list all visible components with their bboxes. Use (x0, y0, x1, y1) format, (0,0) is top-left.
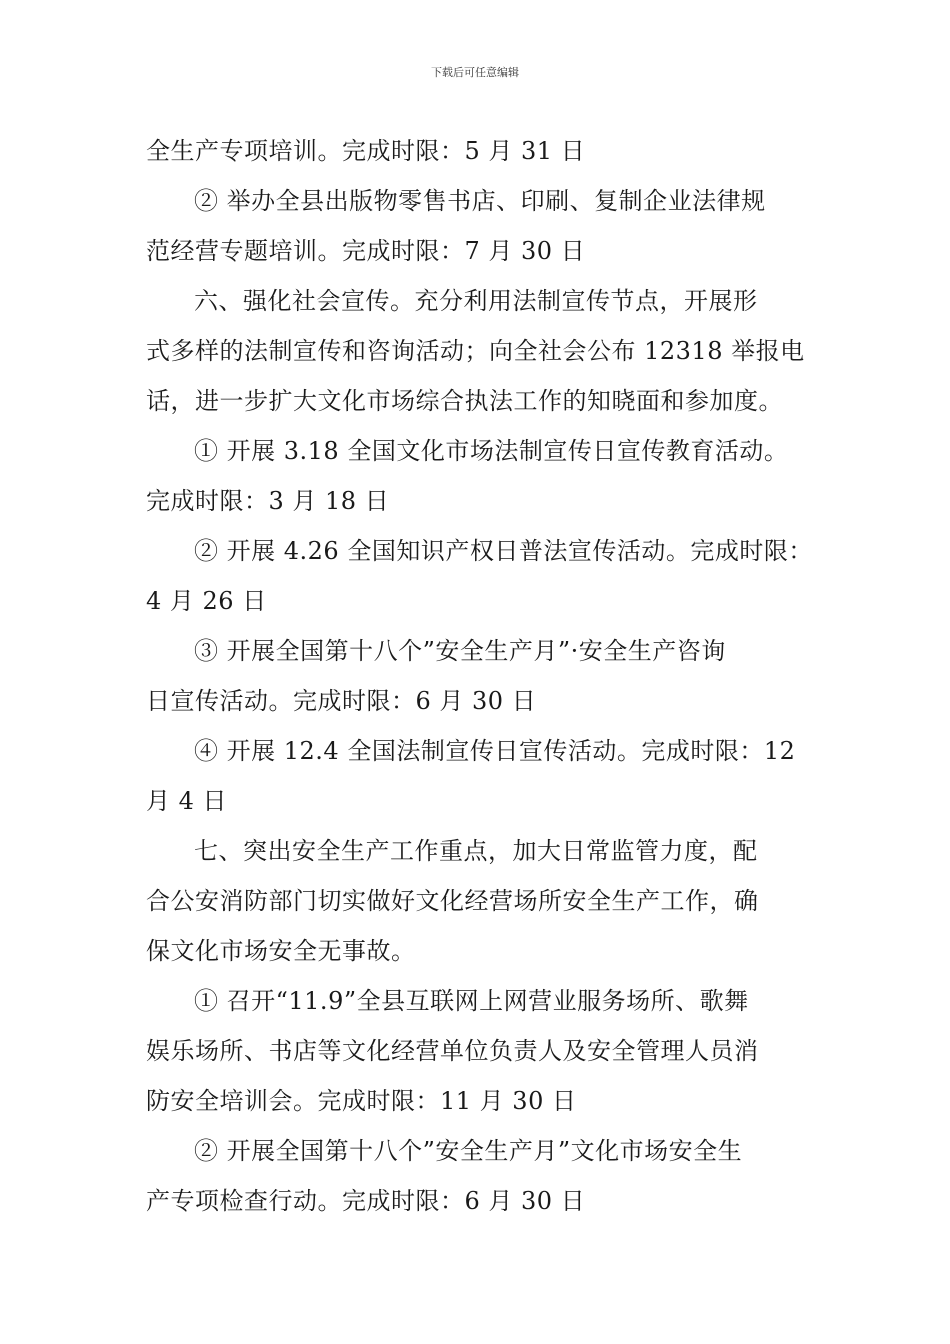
text-line: 娱乐场所、书店等文化经营单位负责人及安全管理人员消 (146, 1037, 759, 1065)
page-header-note: 下载后可任意编辑 (431, 66, 519, 79)
text-line: ④ 开展 12.4 全国法制宣传日宣传活动。完成时限：12 (194, 737, 796, 765)
text-line: ② 开展全国第十八个”安全生产月”文化市场安全生 (194, 1137, 743, 1165)
document-body (146, 126, 813, 1226)
text-line: 全生产专项培训。完成时限：5 月 31 日 (146, 137, 586, 165)
text-line: 日宣传活动。完成时限：6 月 30 日 (146, 687, 537, 715)
text-line: 产专项检查行动。完成时限：6 月 30 日 (146, 1187, 586, 1215)
text-line: 月 4 日 (146, 787, 228, 815)
text-line: 合公安消防部门切实做好文化经营场所安全生产工作，确 (146, 887, 759, 915)
text-line: ② 举办全县出版物零售书店、印刷、复制企业法律规 (194, 187, 766, 215)
text-line: 范经营专题培训。完成时限：7 月 30 日 (146, 237, 586, 265)
text-line: ① 召开“11.9”全县互联网上网营业服务场所、歌舞 (194, 987, 749, 1015)
text-line: 保文化市场安全无事故。 (146, 937, 416, 965)
text-line: 完成时限：3 月 18 日 (146, 487, 390, 515)
text-line: ③ 开展全国第十八个”安全生产月”·安全生产咨询 (194, 637, 726, 665)
text-line: ② 开展 4.26 全国知识产权日普法宣传活动。完成时限： (194, 537, 813, 565)
text-line: 4 月 26 日 (146, 587, 267, 615)
text-line: 六、强化社会宣传。充分利用法制宣传节点，开展形 (194, 287, 758, 315)
text-line: 七、突出安全生产工作重点，加大日常监管力度，配 (194, 837, 758, 865)
text-line: 话，进一步扩大文化市场综合执法工作的知晓面和参加度。 (146, 387, 783, 415)
text-line: 式多样的法制宣传和咨询活动；向全社会公布 12318 举报电 (146, 337, 805, 365)
text-line: ① 开展 3.18 全国文化市场法制宣传日宣传教育活动。 (194, 437, 789, 465)
text-line: 防安全培训会。完成时限：11 月 30 日 (146, 1087, 577, 1115)
